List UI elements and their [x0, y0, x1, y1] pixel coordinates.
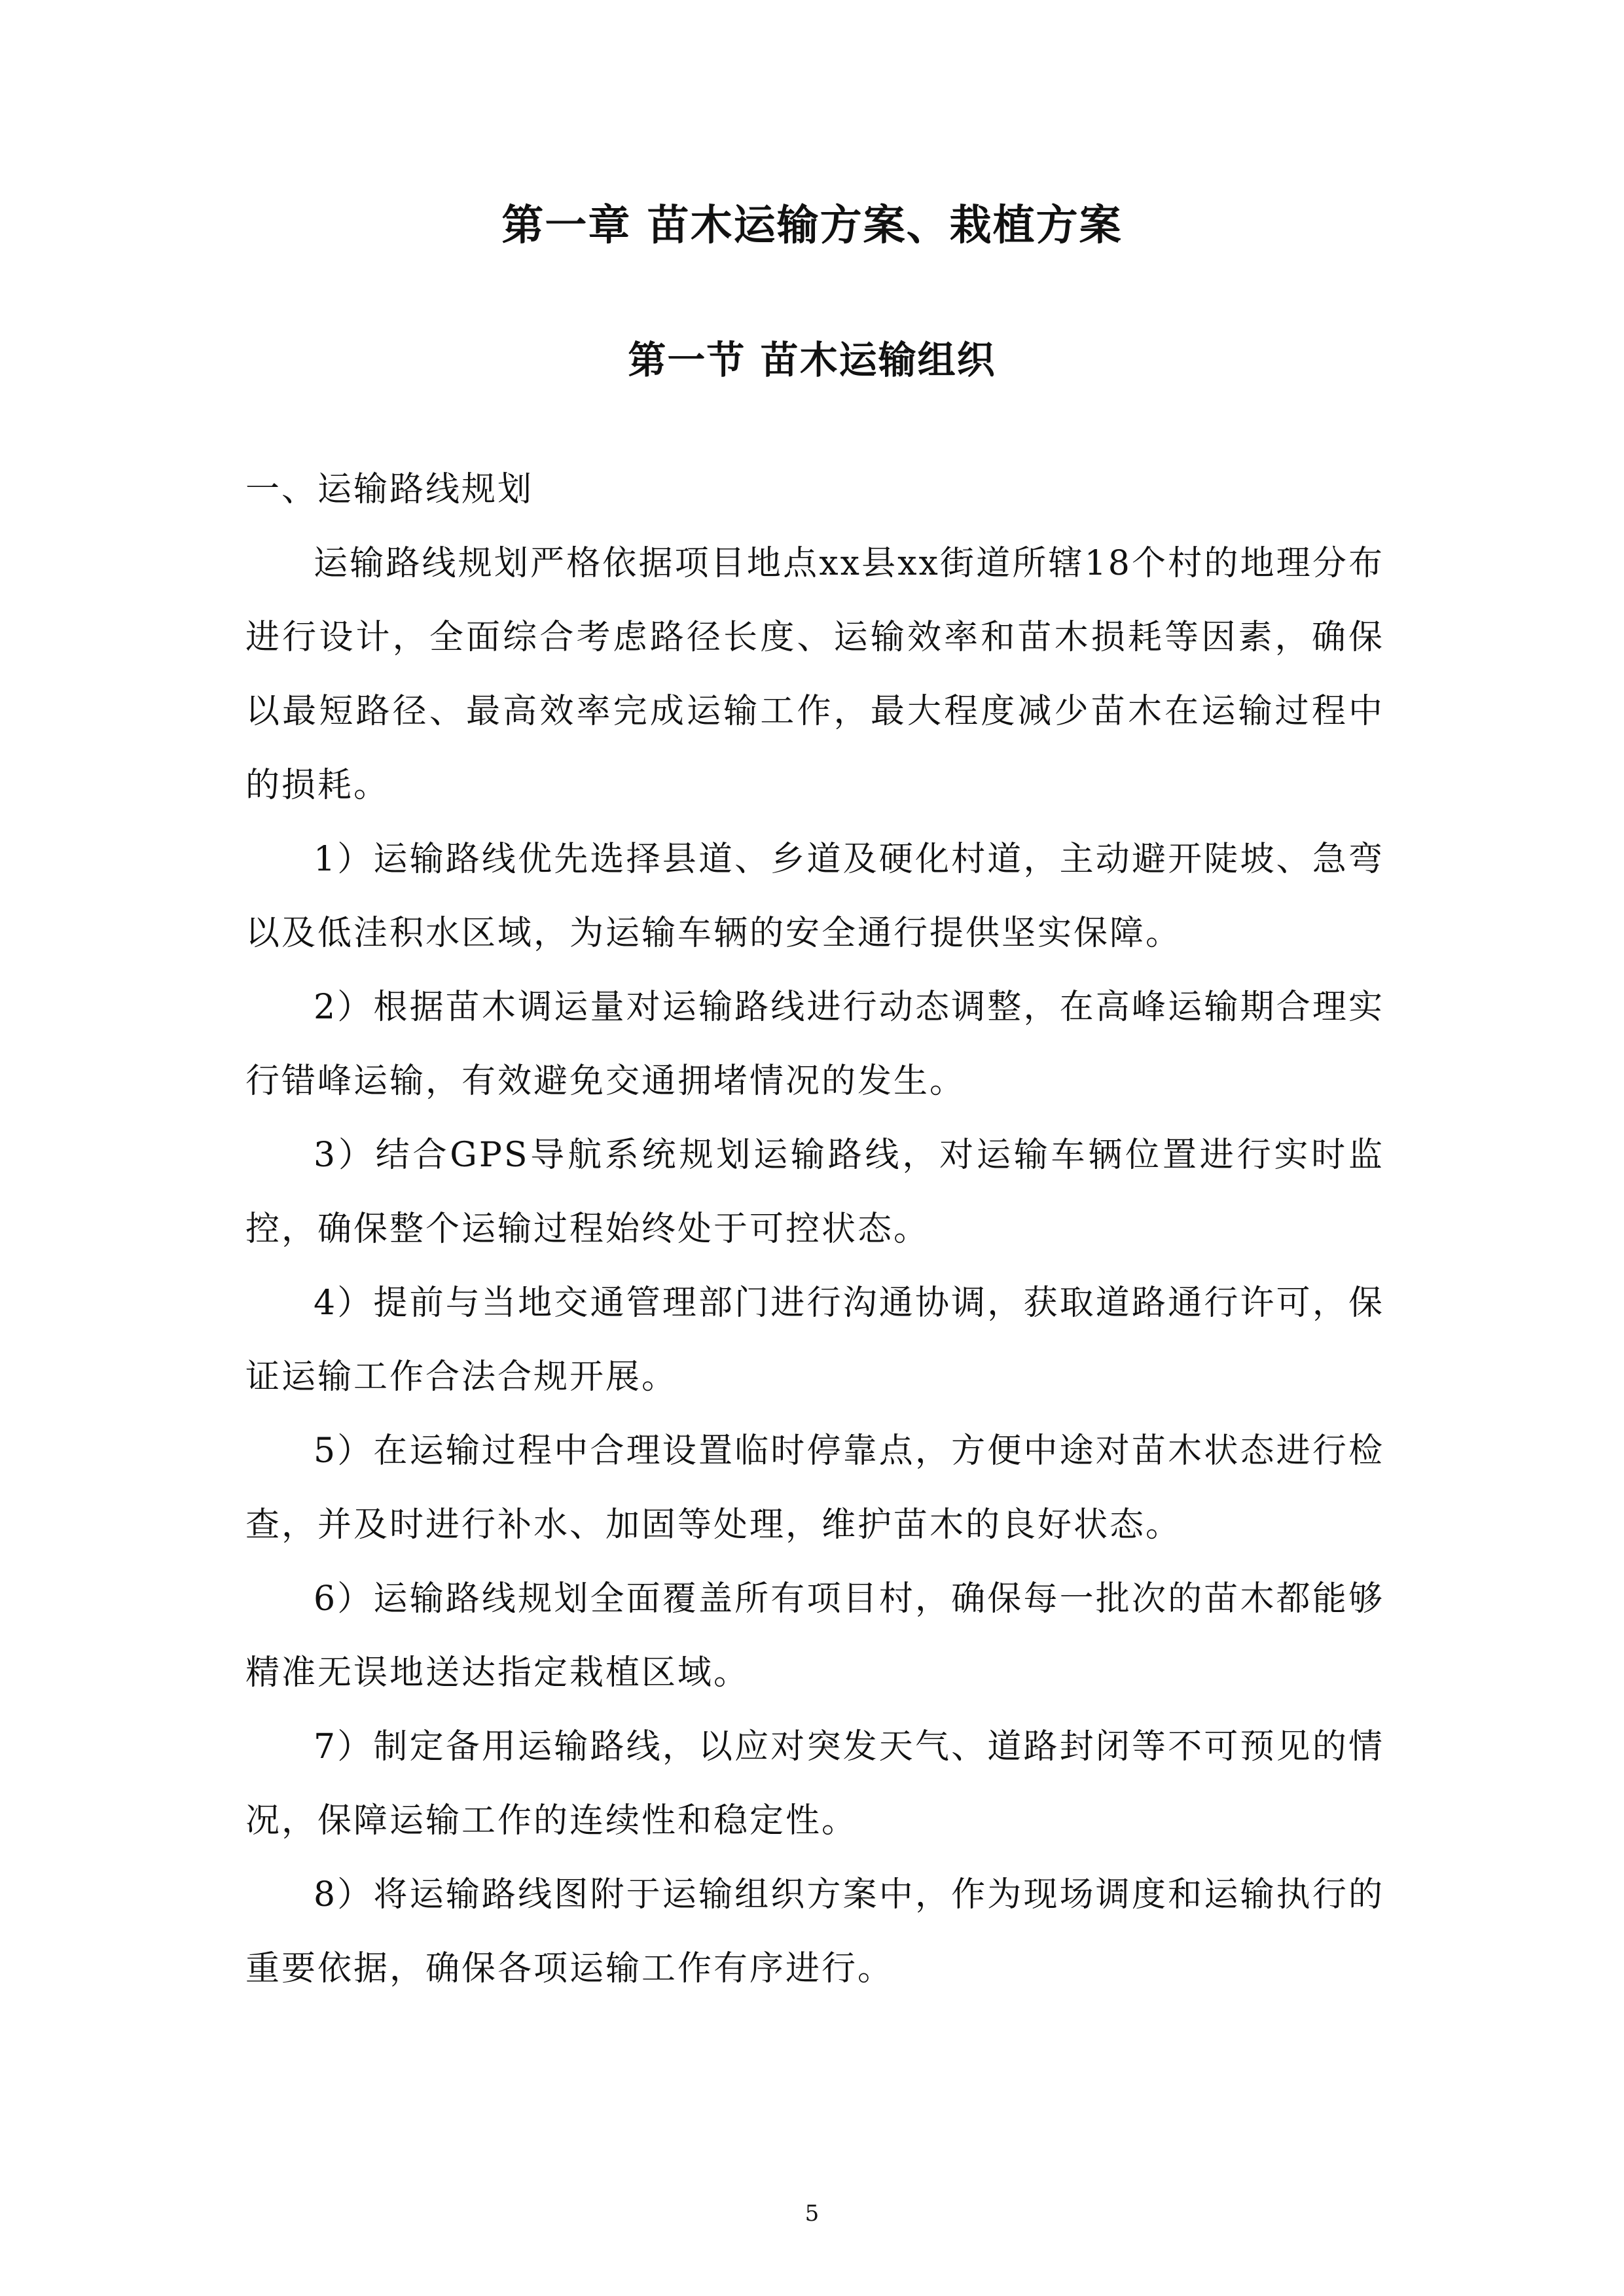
- section-title: 第一节 苗木运输组织: [628, 338, 996, 382]
- paragraph-item-5: 5）在运输过程中合理设置临时停靠点，方便中途对苗木状态进行检查，并及时进行补水、加固等处理，维护苗木的良好状态。: [245, 1431, 1384, 1545]
- paragraph-item-3: 3）结合GPS导航系统规划运输路线，对运输车辆位置进行实时监控，确保整个运输过程始终处于可控状态。: [245, 1136, 1384, 1249]
- paragraph-item-1: 1）运输路线优先选择县道、乡道及硬化村道，主动避开陡坡、急弯以及低洼积水区域，为运输车辆的安全通行提供坚实保障。: [245, 840, 1384, 953]
- body-text: [245, 527, 1384, 2006]
- paragraph-item-6: 6）运输路线规划全面覆盖所有项目村，确保每一批次的苗木都能够精准无误地送达指定栽植区域。: [245, 1579, 1384, 1693]
- subheading: 一、运输路线规划: [245, 470, 534, 509]
- page-number: 5: [804, 2200, 820, 2227]
- paragraph-item-7: 7）制定备用运输路线，以应对突发天气、道路封闭等不可预见的情况，保障运输工作的连续性和稳定性。: [245, 1727, 1384, 1840]
- paragraph-item-4: 4）提前与当地交通管理部门进行沟通协调，获取道路通行许可，保证运输工作合法合规开展。: [245, 1283, 1384, 1397]
- paragraph-item-2: 2）根据苗木调运量对运输路线进行动态调整，在高峰运输期合理实行错峰运输，有效避免交通拥堵情况的发生。: [245, 988, 1384, 1101]
- paragraph-item-8: 8）将运输路线图附于运输组织方案中，作为现场调度和运输执行的重要依据，确保各项运输工作有序进行。: [245, 1875, 1384, 1988]
- paragraph-intro: 运输路线规划严格依据项目地点xx县xx街道所辖18个村的地理分布进行设计，全面综合考虑路径长度、运输效率和苗木损耗等因素，确保以最短路径、最高效率完成运输工作，最大程度减少苗木在运输过程中的损耗。: [245, 544, 1384, 805]
- chapter-title: 第一章 苗木运输方案、栽植方案: [501, 202, 1123, 250]
